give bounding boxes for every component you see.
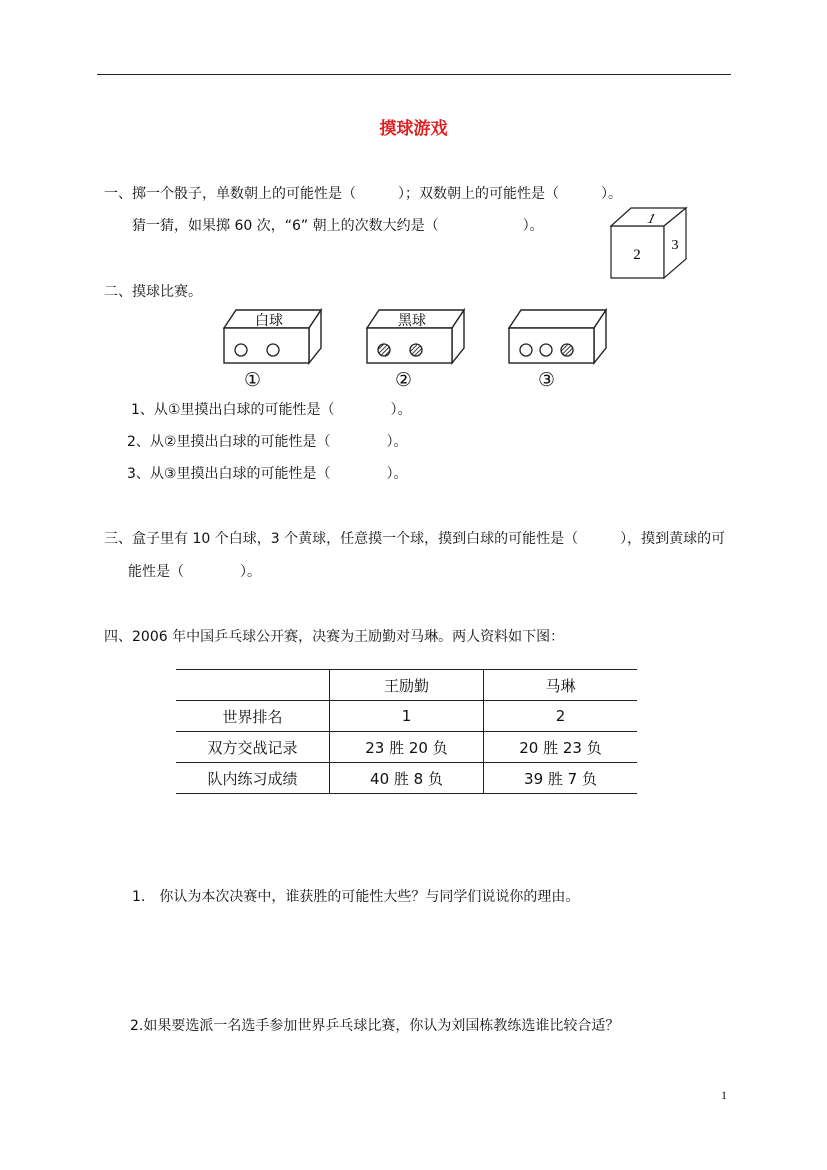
page-title: 摸球游戏 [379,119,448,139]
table-row [176,732,637,763]
ball-box-2 [364,308,464,364]
box-1-label: 白球 [255,313,283,329]
q4-intro: 四、2006 年中国乒乓球公开赛，决赛为王励勤对马琳。两人资料如下图： [104,629,565,645]
white-ball [520,344,532,356]
box-2-number: ② [395,369,413,391]
white-ball [267,344,279,356]
q2-heading: 二、摸球比赛。 [104,284,202,300]
table-row [176,701,637,732]
box-3-number: ③ [538,369,556,391]
q3-line2: 能性是（ ）。 [128,564,261,580]
table-cell: 23 胜 20 负 [330,732,484,763]
table-cell: 40 胜 8 负 [330,763,484,794]
ball-box-3 [506,308,606,364]
table-cell: 马琳 [484,670,638,701]
black-ball [410,344,422,356]
table-cell [176,670,330,701]
die-top-face: 1 [644,211,659,227]
white-ball [235,344,247,356]
q4-sub-question-2: 2.如果要选派一名选手参加世界乒乓球比赛，你认为刘国栋教练选谁比较合适？ [130,1018,620,1034]
q2-item-1: 1、从①里摸出白球的可能性是（ ）。 [131,402,412,418]
q4-sub-question-1: 1. 你认为本次决赛中，谁获胜的可能性大些？与同学们说说你的理由。 [132,889,580,905]
q1-line1: 一、掷一个骰子，单数朝上的可能性是（ ）；双数朝上的可能性是（ ）。 [104,186,622,202]
table-cell: 20 胜 23 负 [484,732,638,763]
black-ball [561,344,573,356]
box-1-number: ① [244,369,262,391]
q2-item-2: 2、从②里摸出白球的可能性是（ ）。 [127,434,408,450]
table-row [176,763,637,794]
black-ball [378,344,390,356]
die-front-face: 2 [633,247,641,263]
header-rule [97,74,731,75]
table-cell: 1 [330,701,484,732]
q3-line1: 三、盒子里有 10 个白球，3 个黄球，任意摸一个球，摸到白球的可能性是（ ），摸到黄球的可 [104,531,726,547]
table-cell: 2 [484,701,638,732]
q1-line2: 猜一猜，如果掷 60 次，“6” 朝上的次数大约是（ ）。 [132,218,544,234]
player-stats-table [176,669,637,794]
table-cell: 39 胜 7 负 [484,763,638,794]
q2-item-3: 3、从③里摸出白球的可能性是（ ）。 [127,466,408,482]
table-header-row [176,670,637,701]
white-ball [540,344,552,356]
die-side-face: 3 [671,238,679,253]
table-cell: 队内练习成绩 [176,763,330,794]
table-cell: 王励勤 [330,670,484,701]
ball-box-1 [221,308,321,364]
table-cell: 世界排名 [176,701,330,732]
page-number: 1 [721,1088,727,1102]
table-cell: 双方交战记录 [176,732,330,763]
box-2-label: 黑球 [398,313,426,329]
die-figure [611,207,691,279]
